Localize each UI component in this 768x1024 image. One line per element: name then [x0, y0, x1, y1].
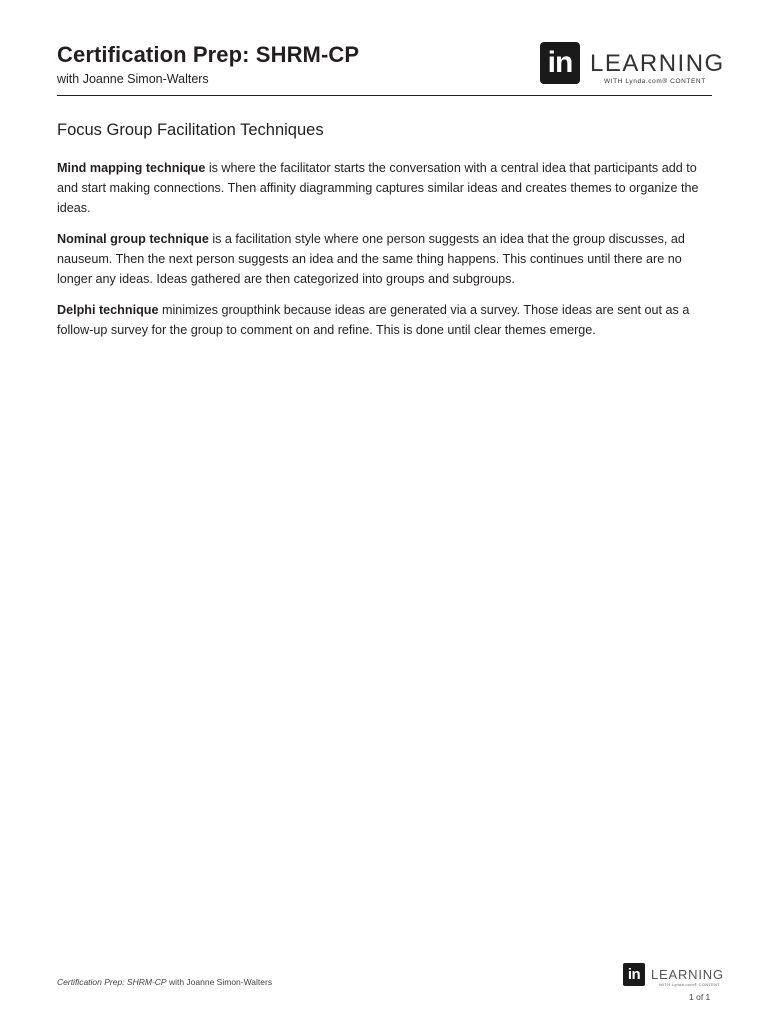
- document-subtitle: with Joanne Simon-Walters: [57, 72, 209, 86]
- linkedin-learning-logo: [540, 42, 725, 86]
- section-heading: Focus Group Facilitation Techniques: [57, 121, 324, 139]
- paragraph-text: is where the facilitator starts the conversation with a central idea that participants add to and start making connections. Then affinity diagramming captures similar ideas and creates themes to organize the ideas.: [57, 161, 699, 215]
- page-header: [57, 40, 725, 96]
- paragraph-nominal-group: [57, 229, 717, 289]
- page-number: 1 of 1: [689, 992, 711, 1002]
- main-content: [57, 121, 717, 351]
- header-divider: [57, 95, 712, 96]
- footer-logo-tagline: WITH Lynda.com® CONTENT: [659, 982, 721, 987]
- linkedin-in-icon: in: [540, 42, 580, 84]
- linkedin-in-icon: in: [623, 963, 645, 986]
- footer-linkedin-learning-logo: [623, 963, 724, 989]
- logo-wordmark: LEARNING: [590, 50, 725, 77]
- term-nominal-group: Nominal group technique: [57, 232, 209, 246]
- paragraph-delphi: [57, 300, 717, 340]
- paragraph-text: is a facilitation style where one person suggests an idea that the group discusses, ad nauseum. Then the next person suggests an idea and the same thing happens. This continues until there are no longer any ideas. Ideas gathered are then categorized into groups and subgroups.: [57, 232, 685, 286]
- term-mind-mapping: Mind mapping technique: [57, 161, 206, 175]
- footer-course-title: Certification Prep: SHRM-CP: [57, 977, 167, 987]
- logo-tagline: WITH Lynda.com® CONTENT: [604, 78, 706, 85]
- document-title: Certification Prep: SHRM-CP: [57, 42, 360, 67]
- paragraph-mind-mapping: [57, 158, 717, 218]
- footer-author: with Joanne Simon-Walters: [166, 977, 273, 987]
- footer-logo-wordmark: LEARNING: [651, 967, 724, 982]
- paragraph-text: minimizes groupthink because ideas are generated via a survey. Those ideas are sent out as a follow-up survey for the group to comment on and refine. This is done until clear themes emerge.: [57, 303, 690, 337]
- term-delphi: Delphi technique: [57, 303, 159, 317]
- footer-course-credit: [57, 977, 272, 987]
